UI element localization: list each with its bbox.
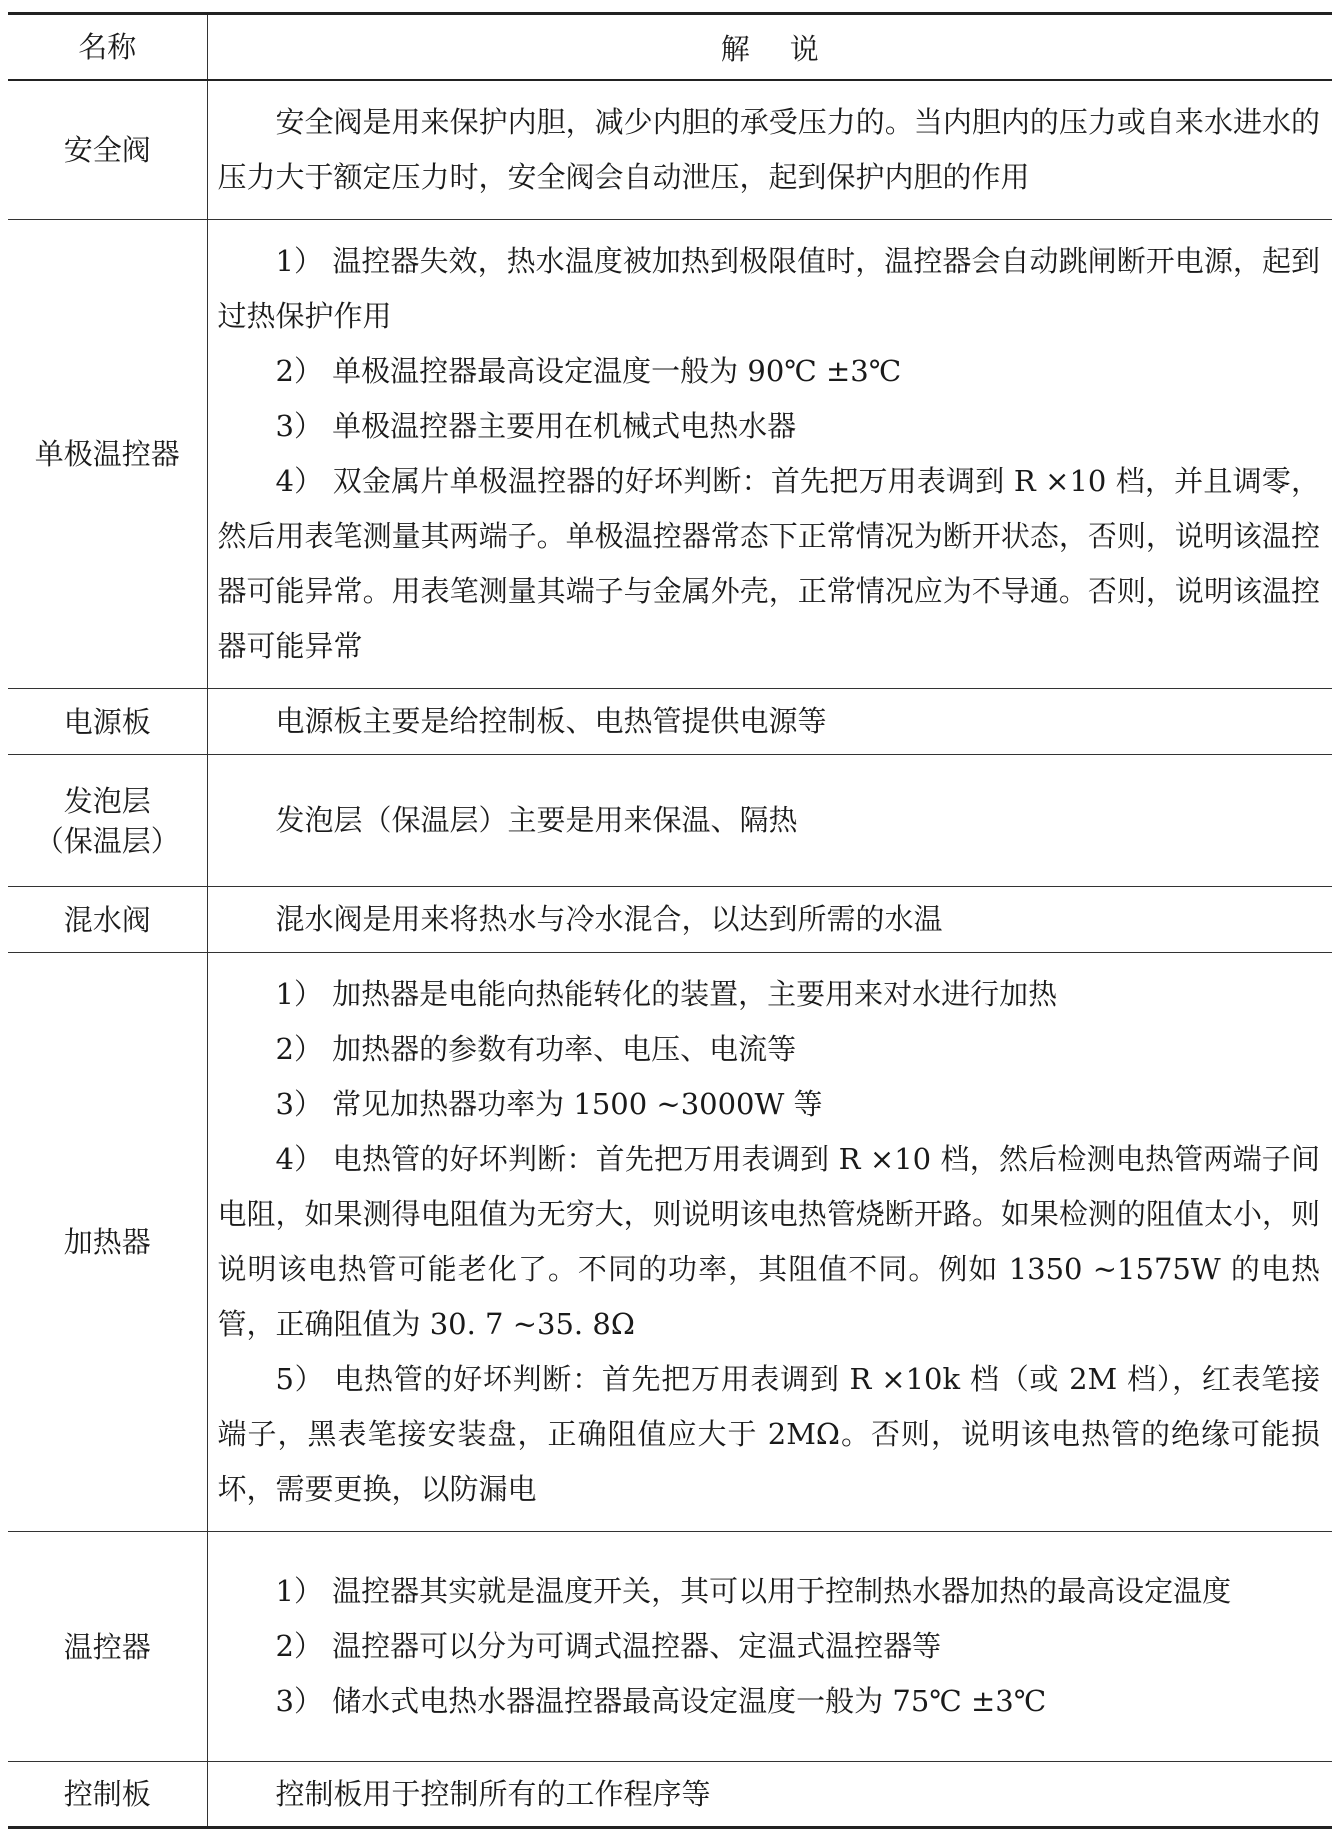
desc-paragraph: 2） 加热器的参数有功率、电压、电流等 [275,1032,797,1066]
desc-paragraph: 5） 电热管的好坏判断：首先把万用表调到 R ×10k 档（或 2M 档），红表笔接端子，黑表笔接安装盘，正确阻值应大于 2MΩ。否则，说明该电热管的绝缘可能损坏，需要更换，以防漏电 [217,1362,1320,1506]
desc-paragraph: 控制板用于控制所有的工作程序等 [275,1776,711,1811]
component-table [8,12,1332,1829]
table-row [8,689,1332,755]
row-desc-power-board [207,689,1332,755]
desc-paragraph: 1） 温控器失效，热水温度被加热到极限值时，温控器会自动跳闸断开电源，起到过热保护作用 [217,244,1320,333]
desc-paragraph: 4） 双金属片单极温控器的好坏判断：首先把万用表调到 R ×10 档，并且调零，然后用表笔测量其两端子。单极温控器常态下正常情况为断开状态，否则，说明该温控器可能异常。用表笔测量其端子与金属外壳，正常情况应为不导通。否则，说明该温控器可能异常 [217,464,1320,663]
component-table-wrapper [8,12,1332,1829]
desc-paragraph: 2） 单极温控器最高设定温度一般为 90℃ ±3℃ [275,354,902,388]
table-row [8,755,1332,887]
header-name: 名称 [8,14,207,81]
desc-paragraph: 2） 温控器可以分为可调式温控器、定温式温控器等 [275,1629,942,1663]
table-row [8,887,1332,953]
row-desc-control-board [207,1762,1332,1828]
table-row [8,80,1332,220]
name-line: （保温层） [34,823,180,858]
row-desc-safety-valve [207,80,1332,220]
row-name-thermostat: 温控器 [8,1532,207,1762]
table-row [8,220,1332,689]
header-description: 解说 [720,31,859,66]
row-desc-thermostat [207,1532,1332,1762]
desc-paragraph: 电源板主要是给控制板、电热管提供电源等 [275,704,827,738]
table-row [8,953,1332,1532]
row-name-control-board: 控制板 [8,1762,207,1828]
desc-paragraph: 发泡层（保温层）主要是用来保温、隔热 [275,803,798,837]
desc-paragraph: 安全阀是用来保护内胆，减少内胆的承受压力的。当内胆内的压力或自来水进水的压力大于额定压力时，安全阀会自动泄压，起到保护内胆的作用 [217,105,1320,194]
row-name-foam-layer [8,755,207,887]
desc-paragraph: 1） 加热器是电能向热能转化的装置，主要用来对水进行加热 [275,977,1058,1011]
row-desc-mixing-valve [207,887,1332,953]
desc-paragraph: 3） 常见加热器功率为 1500 ~3000W 等 [275,1087,823,1121]
table-row [8,1762,1332,1828]
row-name-power-board: 电源板 [8,689,207,755]
row-desc-foam-layer [207,755,1332,887]
desc-paragraph: 3） 单极温控器主要用在机械式电热水器 [275,409,797,443]
desc-paragraph: 4） 电热管的好坏判断：首先把万用表调到 R ×10 档，然后检测电热管两端子间电阻，如果测得电阻值为无穷大，则说明该电热管烧断开路。如果检测的阻值太小，则说明该电热管可能老化了。不同的功率，其阻值不同。例如 1350 ~1575W 的电热管，正确阻值为 30. 7 ~35. 8Ω [217,1142,1320,1341]
row-name-safety-valve: 安全阀 [8,80,207,220]
row-name-mixing-valve: 混水阀 [8,887,207,953]
row-name-heater: 加热器 [8,953,207,1532]
table-header-row [8,14,1332,81]
name-line: 发泡层 [63,783,151,818]
row-name-single-pole-thermostat: 单极温控器 [8,220,207,689]
row-desc-single-pole-thermostat [207,220,1332,689]
desc-paragraph: 3） 储水式电热水器温控器最高设定温度一般为 75℃ ±3℃ [275,1684,1047,1718]
desc-paragraph: 混水阀是用来将热水与冷水混合，以达到所需的水温 [275,902,943,936]
table-row [8,1532,1332,1762]
desc-paragraph: 1） 温控器其实就是温度开关，其可以用于控制热水器加热的最高设定温度 [275,1574,1232,1608]
row-desc-heater [207,953,1332,1532]
